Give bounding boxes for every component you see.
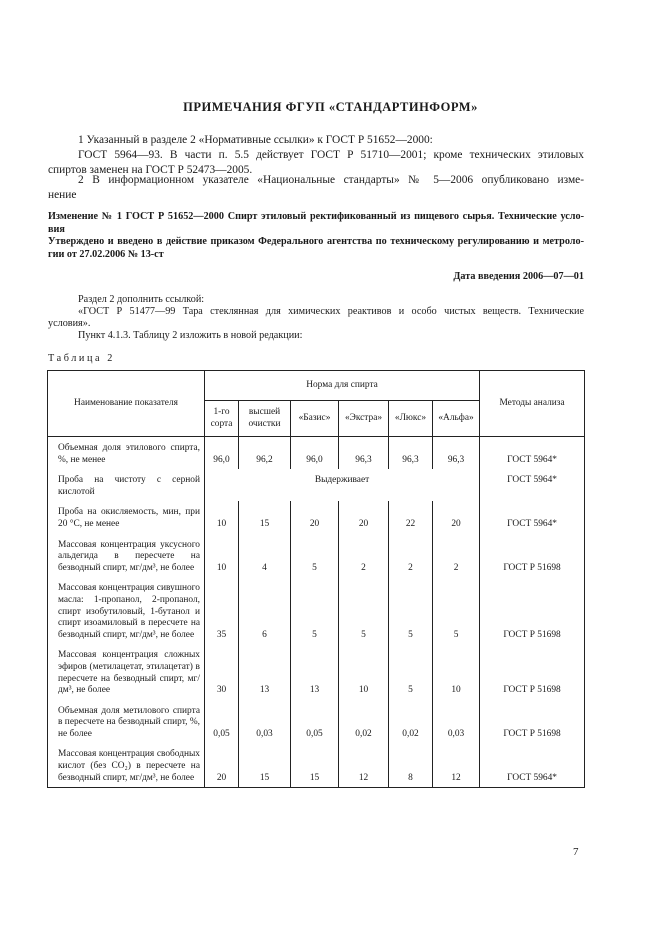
row-value: 8 — [389, 743, 433, 787]
row-method: ГОСТ 5964* — [480, 469, 585, 501]
amendment-heading-line-2: вия — [48, 224, 65, 235]
row-value: 13 — [239, 644, 291, 699]
row-name: Объемная доля этилового спирта, %, не менее — [48, 437, 205, 470]
amendment-body-line-1: Раздел 2 дополнить ссылкой: — [78, 294, 205, 305]
row-value: 5 — [291, 534, 339, 578]
row-value: 96,3 — [389, 437, 433, 470]
approval-line-1: Утверждено и введено в действие приказом Федерального агентства по техническому регулированию и метроло- — [48, 236, 584, 247]
row-method: ГОСТ Р 51698 — [480, 534, 585, 578]
row-value: 22 — [389, 501, 433, 533]
row-value: 96,3 — [339, 437, 389, 470]
row-value: 12 — [339, 743, 389, 787]
amendment-heading-line-1: Изменение № 1 ГОСТ Р 51652—2000 Спирт этиловый ректификованный из пищевого сырья. Технические усло- — [48, 211, 584, 222]
note-2-line-1: 2 В информационном указателе «Национальные стандарты» № 5—2006 опубликовано изме- — [78, 174, 584, 186]
row-value: 13 — [291, 644, 339, 699]
table-caption: Таблица 2 — [48, 353, 115, 364]
row-value: 5 — [339, 577, 389, 644]
note-1-line-1: 1 Указанный в разделе 2 «Нормативные ссылки» к ГОСТ Р 51652—2000: — [78, 134, 433, 146]
row-value: 0,02 — [389, 700, 433, 744]
table-row — [48, 469, 585, 501]
header-methods: Методы анализа — [480, 371, 585, 437]
row-value: 0,05 — [291, 700, 339, 744]
row-method: ГОСТ Р 51698 — [480, 700, 585, 744]
row-name: Массовая концентрация свободных кислот (без CO₂) в пересчете на безводный спирт, мг/дм³, не более — [48, 743, 205, 787]
table-row — [48, 644, 585, 699]
row-value: 15 — [291, 743, 339, 787]
row-value: 20 — [339, 501, 389, 533]
table-row — [48, 437, 585, 470]
row-value: 15 — [239, 743, 291, 787]
row-value: 10 — [339, 644, 389, 699]
table-row — [48, 743, 585, 787]
amendment-body-line-3: условия». — [48, 318, 91, 329]
row-name: Объемная доля метилового спирта в пересчете на безводный спирт, %, не более — [48, 700, 205, 744]
page-title: ПРИМЕЧАНИЯ ФГУП «СТАНДАРТИНФОРМ» — [183, 100, 478, 114]
row-name: Массовая концентрация уксусного альдегида в пересчете на безводный спирт, мг/дм³, не более — [48, 534, 205, 578]
row-method: ГОСТ 5964* — [480, 437, 585, 470]
row-value: 5 — [389, 644, 433, 699]
header-name: Наименование показателя — [48, 371, 205, 437]
row-name: Проба на окисляемость, мин, при 20 °С, не менее — [48, 501, 205, 533]
table-row — [48, 501, 585, 533]
row-name: Массовая концентрация сложных эфиров (метилацетат, этилацетат) в пересчете на безводный спирт, мг/дм³, не более — [48, 644, 205, 699]
row-method: ГОСТ Р 51698 — [480, 577, 585, 644]
table-row — [48, 534, 585, 578]
row-value: 2 — [389, 534, 433, 578]
row-value: 5 — [433, 577, 480, 644]
row-value: 2 — [433, 534, 480, 578]
header-grade-1: 1-го сорта — [205, 401, 239, 437]
row-value: 20 — [433, 501, 480, 533]
row-value: 20 — [205, 743, 239, 787]
row-value: 96,0 — [205, 437, 239, 470]
effective-date: Дата введения 2006—07—01 — [453, 271, 584, 282]
row-value: 0,03 — [433, 700, 480, 744]
row-value: 35 — [205, 577, 239, 644]
row-method: ГОСТ 5964* — [480, 743, 585, 787]
row-value: 5 — [389, 577, 433, 644]
table-row — [48, 577, 585, 644]
row-value: 6 — [239, 577, 291, 644]
row-value: 0,03 — [239, 700, 291, 744]
row-value: 4 — [239, 534, 291, 578]
row-method: ГОСТ 5964* — [480, 501, 585, 533]
row-value: 96,0 — [291, 437, 339, 470]
row-value: 10 — [205, 534, 239, 578]
row-merged-value: Выдерживает — [205, 469, 480, 501]
row-value: 0,02 — [339, 700, 389, 744]
row-name: Массовая концентрация сивушного масла: 1-пропанол, 2-пропанол, спирт изобутиловый, 1-бутанол и спирт изоамиловый в пересчете на безводный спирт, мг/дм³, не более — [48, 577, 205, 644]
row-name: Проба на чистоту с серной кислотой — [48, 469, 205, 501]
page-number: 7 — [573, 846, 579, 858]
row-value: 96,3 — [433, 437, 480, 470]
row-value: 20 — [291, 501, 339, 533]
row-value: 30 — [205, 644, 239, 699]
row-value: 0,05 — [205, 700, 239, 744]
header-grade-5: «Люкс» — [389, 401, 433, 437]
amendment-body-line-4: Пункт 4.1.3. Таблицу 2 изложить в новой редакции: — [78, 330, 303, 341]
row-value: 15 — [239, 501, 291, 533]
header-grade-2: высшей очистки — [239, 401, 291, 437]
note-1-line-2: ГОСТ 5964—93. В части п. 5.5 действует ГОСТ Р 51710—2001; кроме технических этиловых — [78, 149, 584, 161]
norms-table — [47, 370, 585, 788]
table-row — [48, 700, 585, 744]
row-method: ГОСТ Р 51698 — [480, 644, 585, 699]
header-grade-6: «Альфа» — [433, 401, 480, 437]
row-value: 5 — [291, 577, 339, 644]
row-value: 2 — [339, 534, 389, 578]
amendment-body-line-2: «ГОСТ Р 51477—99 Тара стеклянная для химических реактивов и особо чистых веществ. Технические — [78, 306, 584, 317]
note-1-line-3: спиртов заменен на ГОСТ Р 52473—2005. — [48, 164, 253, 176]
header-norm: Норма для спирта — [205, 371, 480, 401]
note-2-line-2: нение — [48, 189, 77, 201]
row-value: 10 — [433, 644, 480, 699]
header-grade-3: «Базис» — [291, 401, 339, 437]
row-value: 12 — [433, 743, 480, 787]
row-value: 96,2 — [239, 437, 291, 470]
header-grade-4: «Экстра» — [339, 401, 389, 437]
approval-line-2: гии от 27.02.2006 № 13-ст — [48, 249, 164, 260]
row-value: 10 — [205, 501, 239, 533]
